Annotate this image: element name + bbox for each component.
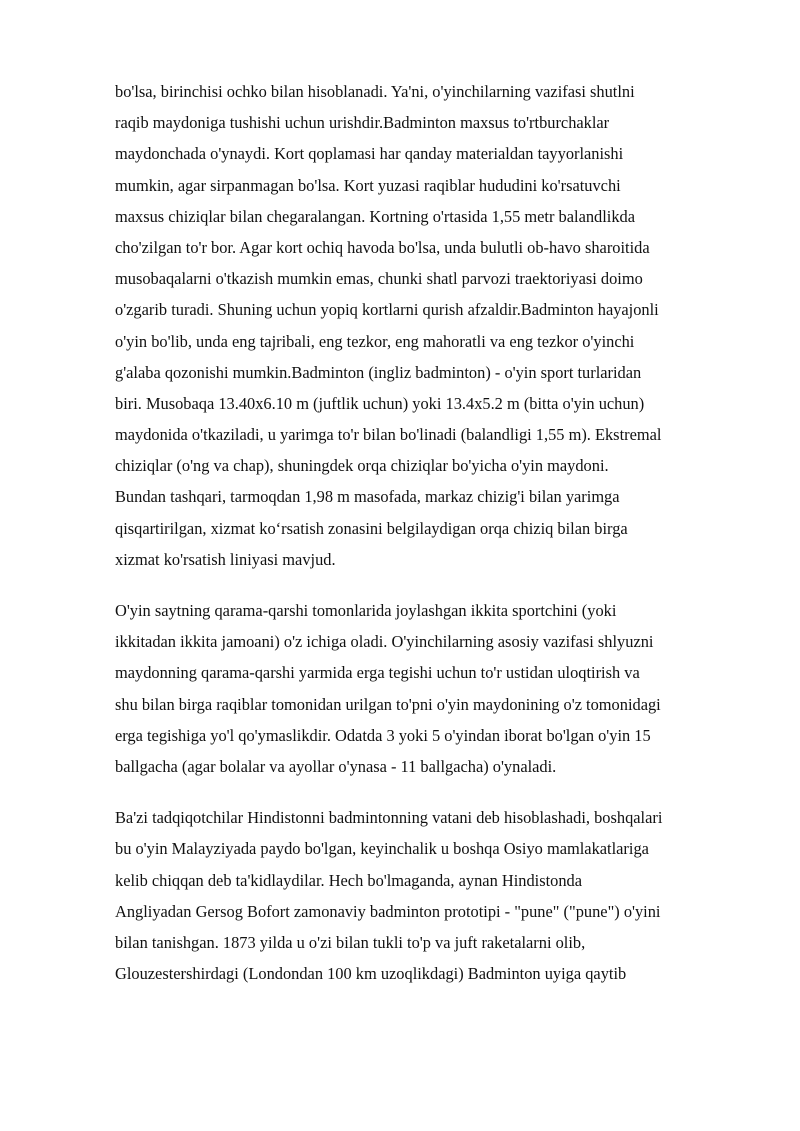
text-line: o'yin bo'lib, unda eng tajribali, eng tezkor, eng mahoratli va eng tezkor o'yinchi (115, 331, 635, 351)
text-line: biri. Musobaqa 13.40x6.10 m (juftlik uchun) yoki 13.4x5.2 m (bitta o'yin uchun) (115, 393, 645, 413)
text-line: o'zgarib turadi. Shuning uchun yopiq kortlarni qurish afzaldir.Badminton hayajonli (115, 300, 659, 320)
text-line: raqib maydoniga tushishi uchun urishdir.Badminton maxsus to'rtburchaklar (115, 113, 610, 133)
text-line: maydonning qarama-qarshi yarmida erga tegishi uchun to'r ustidan uloqtirish va (115, 663, 640, 683)
text-line: qisqartirilgan, xizmat ko‘rsatish zonasini belgilaydigan orqa chiziq bilan birga (115, 518, 628, 538)
paragraph-1 (115, 76, 755, 575)
text-line: bilan tanishgan. 1873 yilda u o'zi bilan tukli to'p va juft raketalarni olib, (115, 932, 586, 952)
text-line: bu o'yin Malayziyada paydo bo'lgan, keyinchalik u boshqa Osiyo mamlakatlariga (115, 839, 649, 859)
paragraph-3 (115, 802, 755, 989)
text-line: shu bilan birga raqiblar tomonidan urilgan to'pni o'yin maydonining o'z tomonidagi (115, 694, 661, 714)
text-line: musobaqalarni o'tkazish mumkin emas, chunki shatl parvozi traektoriyasi doimo (115, 269, 643, 289)
text-line: ikkitadan ikkita jamoani) o'z ichiga oladi. O'yinchilarning asosiy vazifasi shlyuzni (115, 632, 654, 652)
text-line: bo'lsa, birinchisi ochko bilan hisoblanadi. Ya'ni, o'yinchilarning vazifasi shutlni (115, 82, 635, 101)
text-line: maydonchada o'ynaydi. Kort qoplamasi har qanday materialdan tayyorlanishi (115, 144, 624, 164)
text-line: xizmat ko'rsatish liniyasi mavjud. (115, 549, 336, 569)
document-page (115, 76, 755, 1009)
text-line: maydonida o'tkaziladi, u yarimga to'r bilan bo'linadi (balandligi 1,55 m). Ekstremal (115, 425, 662, 445)
text-line: mumkin, agar sirpanmagan bo'lsa. Kort yuzasi raqiblar hududini ko'rsatuvchi (115, 175, 621, 195)
text-line: Ba'zi tadqiqotchilar Hindistonni badmintonning vatani deb hisoblashadi, boshqalari (115, 808, 663, 828)
text-line: cho'zilgan to'r bor. Agar kort ochiq havoda bo'lsa, unda bulutli ob-havo sharoitida (115, 237, 650, 257)
text-line: ballgacha (agar bolalar va ayollar o'ynasa - 11 ballgacha) o'ynaladi. (115, 756, 557, 776)
paragraph-2 (115, 595, 755, 782)
text-line: O'yin saytning qarama-qarshi tomonlarida joylashgan ikkita sportchini (yoki (115, 601, 617, 620)
text-line: kelib chiqqan deb ta'kidlaydilar. Hech bo'lmaganda, aynan Hindistonda (115, 870, 582, 890)
text-line: Glouzestershirdagi (Londondan 100 km uzoqlikdagi) Badminton uyiga qaytib (115, 964, 627, 984)
text-line: g'alaba qozonishi mumkin.Badminton (ingliz badminton) - o'yin sport turlaridan (115, 362, 642, 382)
text-line: erga tegishiga yo'l qo'ymaslikdir. Odatda 3 yoki 5 o'yindan iborat bo'lgan o'yin 15 (115, 725, 651, 745)
text-line: Angliyadan Gersog Bofort zamonaviy badminton prototipi - "pune" ("pune") o'yini (115, 901, 661, 921)
text-line: chiziqlar (o'ng va chap), shuningdek orqa chiziqlar bo'yicha o'yin maydoni. (115, 456, 609, 476)
text-line: maxsus chiziqlar bilan chegaralangan. Kortning o'rtasida 1,55 metr balandlikda (115, 206, 636, 226)
text-line: Bundan tashqari, tarmoqdan 1,98 m masofada, markaz chizig'i bilan yarimga (115, 487, 620, 507)
